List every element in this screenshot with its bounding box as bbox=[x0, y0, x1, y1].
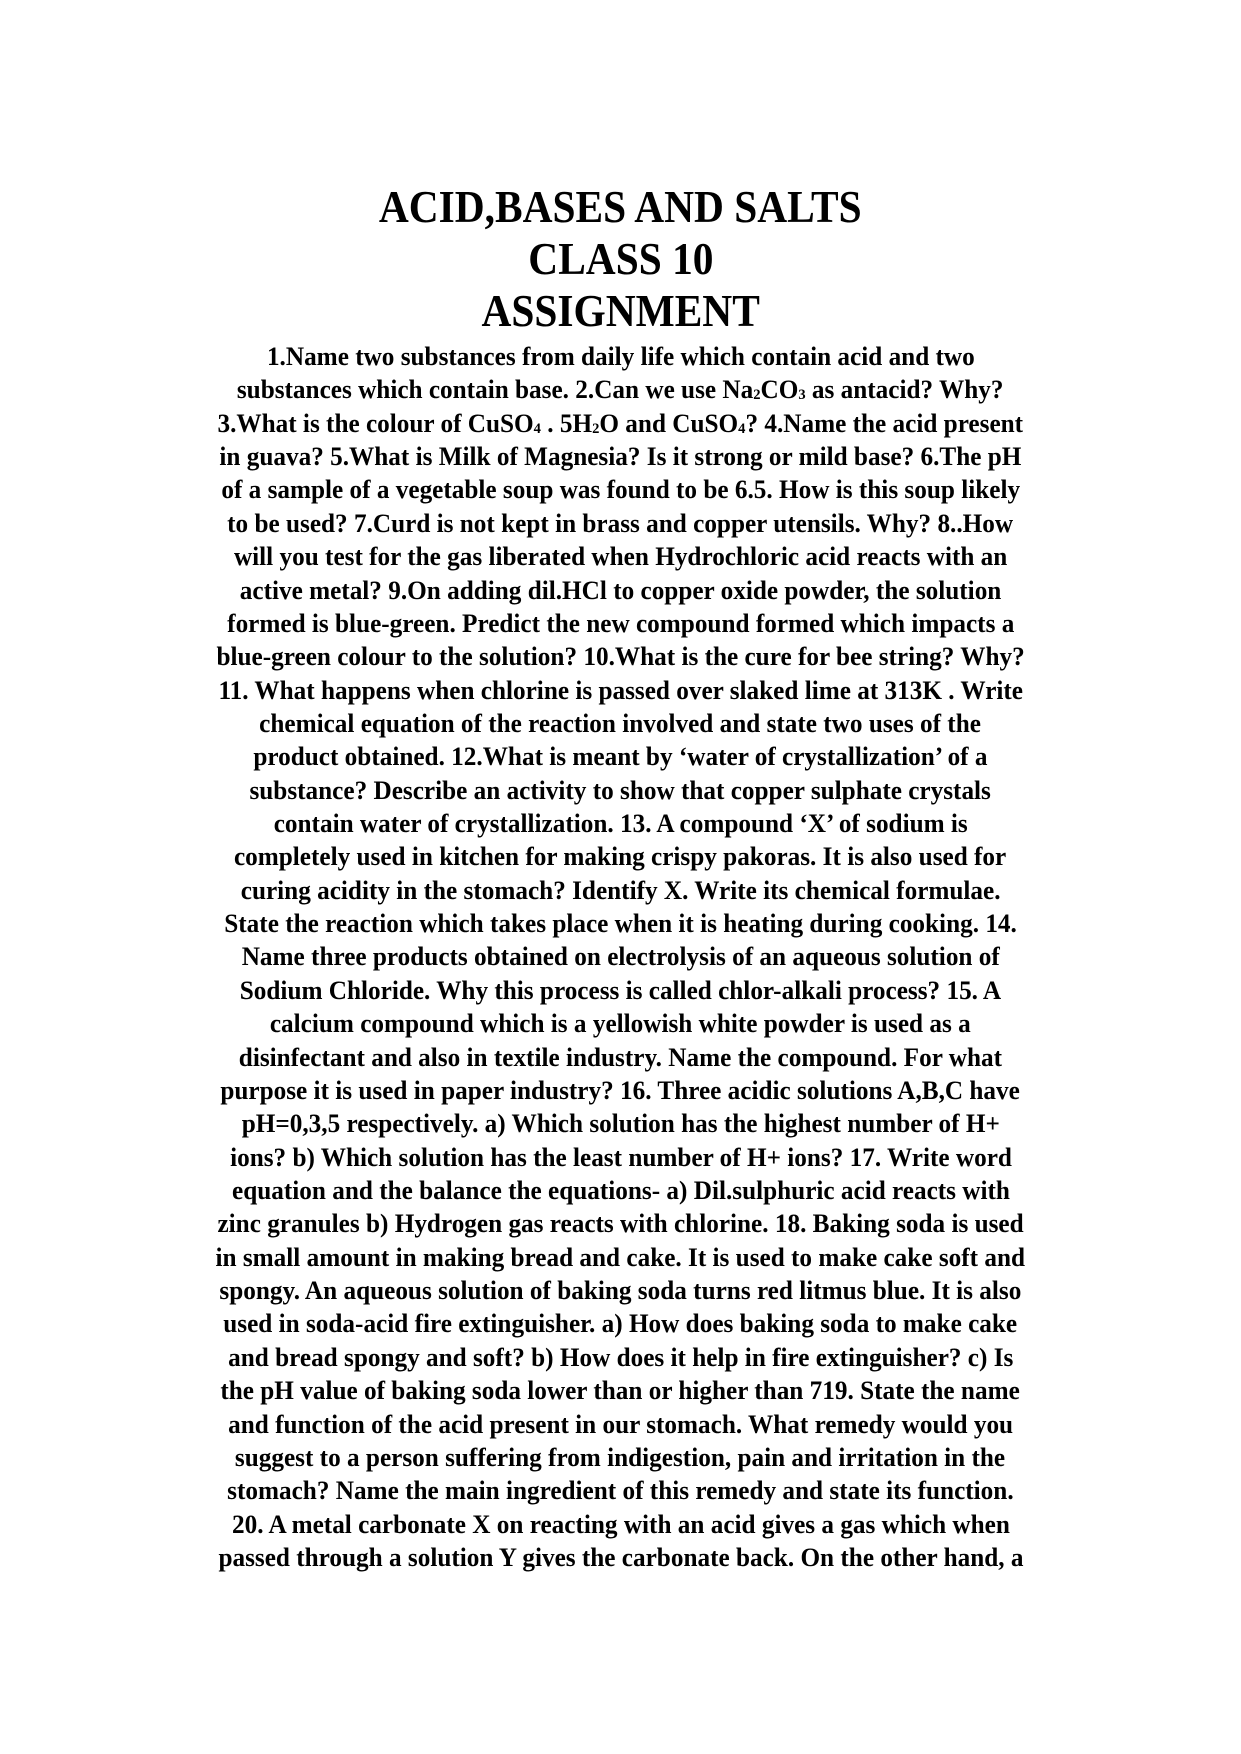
assignment-questions bbox=[0, 340, 1241, 1574]
text-line-content bbox=[240, 574, 1002, 607]
subscript: 2 bbox=[753, 387, 761, 404]
subscript: 4 bbox=[533, 420, 542, 437]
text-segment: passed through a solution Y gives the carbonate back. On the other hand, a bbox=[217, 1542, 1024, 1572]
text-line bbox=[0, 940, 1241, 973]
text-line-content bbox=[237, 373, 1004, 406]
text-line-content bbox=[227, 607, 1014, 640]
text-line bbox=[0, 440, 1241, 473]
text-segment: the pH value of baking soda lower than or higher than 719. State the name bbox=[220, 1376, 1021, 1406]
document-class bbox=[0, 233, 1241, 285]
text-segment: and bread spongy and soft? b) How does it help in fire extinguisher? c) Is bbox=[227, 1342, 1014, 1372]
subtitle-text: ASSIGNMENT bbox=[481, 285, 760, 336]
text-segment: spongy. An aqueous solution of baking soda turns red litmus blue. It is also bbox=[219, 1276, 1022, 1306]
text-line bbox=[0, 1441, 1241, 1474]
text-segment: will you test for the gas liberated when Hydrochloric acid reacts with an bbox=[233, 542, 1008, 572]
text-segment: in small amount in making bread and cake. It is used to make cake soft and bbox=[215, 1242, 1026, 1272]
text-line bbox=[0, 740, 1241, 773]
text-line bbox=[0, 1074, 1241, 1107]
text-line bbox=[0, 1307, 1241, 1340]
text-line bbox=[0, 907, 1241, 940]
document-title bbox=[0, 181, 1241, 233]
text-line-content bbox=[273, 807, 967, 840]
text-segment: ? 4.Name the acid present bbox=[745, 408, 1024, 438]
text-line-content bbox=[217, 1207, 1023, 1240]
text-segment: State the reaction which takes place when it is heating during cooking. 14. bbox=[224, 909, 1017, 939]
text-line bbox=[0, 840, 1241, 873]
text-line-content bbox=[267, 340, 975, 373]
text-line-content bbox=[240, 974, 1001, 1007]
text-segment: contain water of crystallization. 13. A compound ‘X’ of sodium is bbox=[273, 809, 968, 839]
text-line-content bbox=[216, 1241, 1025, 1274]
text-line bbox=[0, 473, 1241, 506]
text-line-content bbox=[221, 1074, 1020, 1107]
text-segment: used in soda-acid fire extinguisher. a) How does baking soda to make cake bbox=[223, 1309, 1018, 1339]
text-segment: calcium compound which is a yellowish white powder is used as a bbox=[270, 1009, 971, 1039]
text-line-content bbox=[218, 407, 1024, 440]
text-segment: substance? Describe an activity to show that copper sulphate crystals bbox=[249, 775, 992, 805]
text-line-content bbox=[253, 740, 987, 773]
text-segment: product obtained. 12.What is meant by ‘water of crystallization’ of a bbox=[253, 742, 988, 772]
text-segment: pH=0,3,5 respectively. a) Which solution has the highest number of H+ bbox=[241, 1109, 1000, 1139]
text-line-content bbox=[232, 1174, 1010, 1207]
text-segment: purpose it is used in paper industry? 16. Three acidic solutions A,B,C have bbox=[220, 1075, 1021, 1105]
text-line-content bbox=[232, 1508, 1010, 1541]
text-segment: 1.Name two substances from daily life which contain acid and two bbox=[266, 342, 975, 371]
text-segment: completely used in kitchen for making crispy pakoras. It is also used for bbox=[234, 842, 1007, 872]
text-line bbox=[0, 1541, 1241, 1574]
text-segment: 3.What is the colour of CuSO bbox=[217, 408, 534, 438]
text-segment: active metal? 9.On adding dil.HCl to copper oxide powder, the solution bbox=[239, 575, 1002, 605]
document-subtitle bbox=[0, 285, 1241, 337]
text-segment: ions? b) Which solution has the least number of H+ ions? 17. Write word bbox=[229, 1142, 1012, 1172]
text-line bbox=[0, 373, 1241, 406]
text-line bbox=[0, 807, 1241, 840]
text-line-content bbox=[234, 540, 1007, 573]
text-line bbox=[0, 1141, 1241, 1174]
text-line-content bbox=[241, 874, 1001, 907]
text-segment: . 5H bbox=[541, 408, 593, 438]
text-line-content bbox=[234, 840, 1006, 873]
text-segment: 11. What happens when chlorine is passed over slaked lime at 313K . Write bbox=[218, 675, 1023, 705]
text-line bbox=[0, 340, 1241, 373]
text-segment: suggest to a person suffering from indigestion, pain and irritation in the bbox=[235, 1442, 1006, 1472]
text-line bbox=[0, 607, 1241, 640]
text-segment: substances which contain base. 2.Can we use Na bbox=[237, 375, 754, 405]
text-segment: CO bbox=[760, 375, 799, 405]
text-line-content bbox=[219, 440, 1021, 473]
text-segment: Name three products obtained on electrolysis of an aqueous solution of bbox=[241, 942, 1000, 972]
text-line-content bbox=[221, 1374, 1020, 1407]
text-line-content bbox=[228, 1408, 1013, 1441]
text-line-content bbox=[216, 640, 1024, 673]
text-segment: blue-green colour to the solution? 10.What is the cure for bee string? Why? bbox=[216, 642, 1025, 672]
text-line bbox=[0, 1041, 1241, 1074]
text-line bbox=[0, 1408, 1241, 1441]
text-segment: stomach? Name the main ingredient of this remedy and state its function. bbox=[227, 1476, 1014, 1506]
text-line-content bbox=[221, 473, 1020, 506]
text-line bbox=[0, 507, 1241, 540]
text-line-content bbox=[260, 707, 982, 740]
text-segment: zinc granules b) Hydrogen gas reacts with chlorine. 18. Baking soda is used bbox=[217, 1209, 1024, 1239]
subscript: 4 bbox=[738, 420, 746, 437]
text-line bbox=[0, 774, 1241, 807]
text-segment: and function of the acid present in our stomach. What remedy would you bbox=[228, 1409, 1013, 1439]
text-segment: O and CuSO bbox=[599, 408, 739, 438]
text-line-content bbox=[241, 940, 999, 973]
text-segment: as antacid? Why? bbox=[805, 375, 1004, 405]
text-line bbox=[0, 874, 1241, 907]
text-segment: Sodium Chloride. Why this process is called chlor-alkali process? 15. A bbox=[239, 975, 1002, 1005]
class-text: CLASS 10 bbox=[527, 233, 714, 284]
text-line-content bbox=[227, 1474, 1013, 1507]
text-line bbox=[0, 1241, 1241, 1274]
text-segment: curing acidity in the stomach? Identify X. Write its chemical formulae. bbox=[240, 875, 1001, 905]
text-line bbox=[0, 1007, 1241, 1040]
text-line bbox=[0, 540, 1241, 573]
text-line bbox=[0, 1374, 1241, 1407]
text-segment: equation and the balance the equations- a) Dil.sulphuric acid reacts with bbox=[231, 1175, 1010, 1205]
text-line bbox=[0, 1274, 1241, 1307]
text-line-content bbox=[218, 674, 1023, 707]
text-segment: to be used? 7.Curd is not kept in brass and copper utensils. Why? 8..How bbox=[227, 508, 1014, 538]
text-line bbox=[0, 974, 1241, 1007]
text-line-content bbox=[239, 1041, 1002, 1074]
text-line-content bbox=[228, 1341, 1013, 1374]
text-line-content bbox=[218, 1541, 1023, 1574]
text-line-content bbox=[235, 1441, 1005, 1474]
text-line-content bbox=[228, 507, 1014, 540]
text-line-content bbox=[270, 1007, 971, 1040]
text-line bbox=[0, 1107, 1241, 1140]
text-segment: of a sample of a vegetable soup was found to be 6.5. How is this soup likely bbox=[221, 475, 1020, 505]
text-line-content bbox=[241, 1107, 999, 1140]
text-line bbox=[0, 640, 1241, 673]
subscript: 3 bbox=[798, 387, 806, 404]
text-line-content bbox=[230, 1141, 1012, 1174]
text-line bbox=[0, 1474, 1241, 1507]
text-line bbox=[0, 1508, 1241, 1541]
text-line-content bbox=[224, 1307, 1018, 1340]
text-line bbox=[0, 1341, 1241, 1374]
text-line bbox=[0, 407, 1241, 440]
text-line bbox=[0, 707, 1241, 740]
text-line-content bbox=[250, 774, 991, 807]
text-line bbox=[0, 1174, 1241, 1207]
text-segment: 20. A metal carbonate X on reacting with an acid gives a gas which when bbox=[231, 1509, 1010, 1539]
text-segment: in guava? 5.What is Milk of Magnesia? Is it strong or mild base? 6.The pH bbox=[219, 442, 1022, 472]
subscript: 2 bbox=[592, 420, 600, 437]
text-line-content bbox=[224, 907, 1017, 940]
text-line bbox=[0, 674, 1241, 707]
text-line bbox=[0, 1207, 1241, 1240]
text-line-content bbox=[220, 1274, 1022, 1307]
title-text: ACID,BASES AND SALTS bbox=[379, 181, 862, 232]
text-line bbox=[0, 574, 1241, 607]
text-segment: chemical equation of the reaction involved and state two uses of the bbox=[259, 708, 982, 738]
text-segment: formed is blue-green. Predict the new compound formed which impacts a bbox=[226, 608, 1015, 638]
text-segment: disinfectant and also in textile industry. Name the compound. For what bbox=[238, 1042, 1003, 1072]
